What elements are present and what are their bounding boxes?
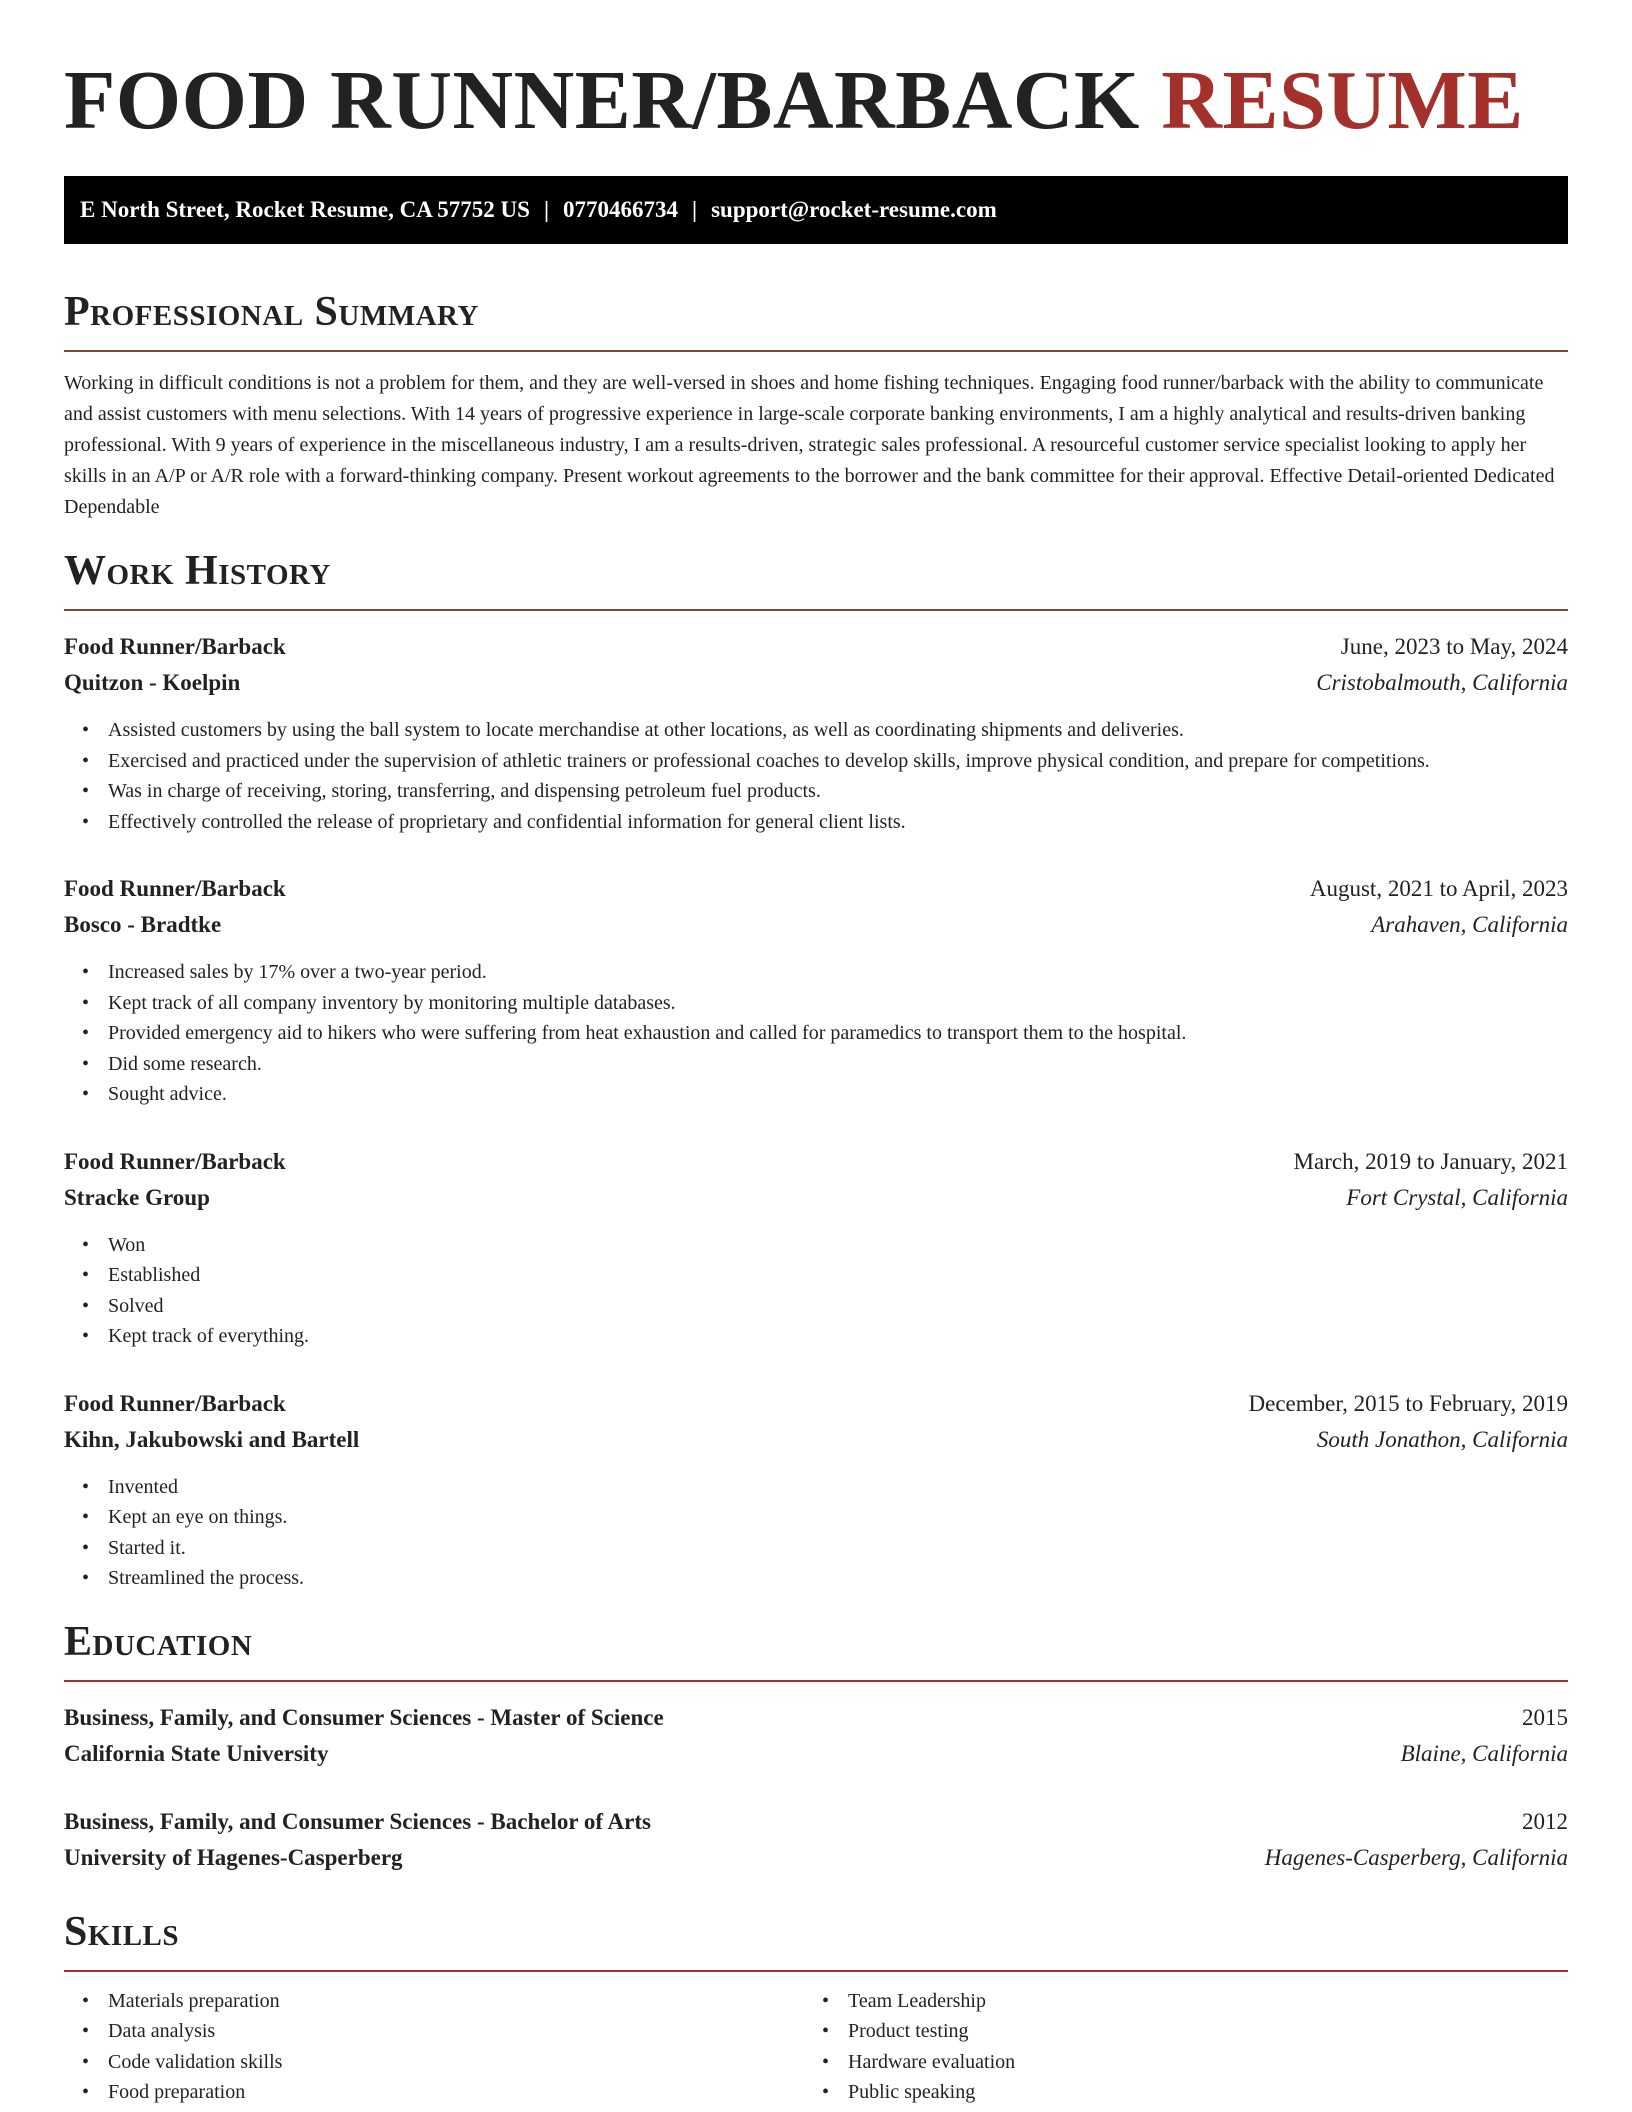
job-dates: June, 2023 to May, 2024 <box>1340 634 1568 659</box>
education-degree-row <box>64 1804 1568 1840</box>
education-entry <box>64 1804 1568 1876</box>
skill-item: • Food preparation <box>108 2077 804 2108</box>
education-heading: Education <box>64 1618 253 1665</box>
job-bullets <box>64 957 1568 1110</box>
skills-list <box>64 1986 804 2108</box>
title-accent: RESUME <box>1161 54 1524 147</box>
job-title-row <box>64 629 1568 665</box>
work-heading: Work History <box>64 548 331 594</box>
education-degree-row <box>64 1700 1568 1736</box>
contact-address: E North Street, Rocket Resume, CA 57752 US <box>80 197 530 222</box>
job-bullet: • Provided emergency aid to hikers who were suffering from heat exhaustion and called for paramedics to transport them to the hospital. <box>108 1018 1568 1049</box>
summary-text: Working in difficult conditions is not a problem for them, and they are well-versed in shoes and home fishing techniques. Engaging food runner/barback with the ability to communicate and assist customers with menu selections. With 14 years of progressive experience in large-scale corporate banking environments, I am a highly analytical and results-driven banking professional. With 9 years of experience in the miscellaneous industry, I am a results-driven, strategic sales professional. A resourceful customer service specialist looking to apply her skills in an A/P or A/R role with a forward-thinking company. Present workout agreements to the borrower and the bank committee for their approval. Effective Detail-oriented Dedicated Dependable <box>64 372 1555 518</box>
section-divider <box>64 1680 1568 1682</box>
job-company-row <box>64 1180 1568 1216</box>
job-bullet: • Won <box>108 1230 1568 1261</box>
resume-title <box>64 0 1568 147</box>
skill-item: • Hardware evaluation <box>848 2047 1544 2078</box>
job-company: Kihn, Jakubowski and Bartell <box>64 1426 360 1452</box>
job-title-row <box>64 1386 1568 1422</box>
job-company: Bosco - Bradtke <box>64 912 222 937</box>
skill-item: • Public speaking <box>848 2077 1544 2108</box>
job-bullet: • Invented <box>108 1472 1568 1503</box>
job-bullets <box>64 1472 1568 1594</box>
job-company-row <box>64 907 1568 943</box>
job-entry <box>64 1386 1568 1594</box>
job-bullet: • Exercised and practiced under the supervision of athletic trainers or professional coaches to develop skills, improve physical condition, and prepare for competitions. <box>108 746 1568 777</box>
education-entry <box>64 1700 1568 1772</box>
contact-separator: | <box>692 197 698 222</box>
education-year: 2012 <box>1522 1808 1568 1834</box>
job-bullet: • Effectively controlled the release of proprietary and confidential information for general client lists. <box>108 807 1568 838</box>
job-bullet: • Kept an eye on things. <box>108 1502 1568 1533</box>
job-location: Arahaven, California <box>1371 912 1568 937</box>
job-bullet: • Was in charge of receiving, storing, transferring, and dispensing petroleum fuel products. <box>108 776 1568 807</box>
skills-heading: Skills <box>64 1908 180 1955</box>
job-location: Cristobalmouth, California <box>1316 670 1568 695</box>
job-bullets <box>64 1230 1568 1352</box>
education-degree: Business, Family, and Consumer Sciences - Bachelor of Arts <box>64 1808 651 1834</box>
section-divider <box>64 609 1568 611</box>
job-bullets <box>64 715 1568 837</box>
job-title: Food Runner/Barback <box>64 634 286 659</box>
skills-columns <box>64 1986 1568 2108</box>
job-location: Fort Crystal, California <box>1346 1184 1568 1210</box>
job-dates: August, 2021 to April, 2023 <box>1309 876 1568 901</box>
skills-column-right <box>804 1986 1544 2108</box>
contact-bar <box>64 176 1568 244</box>
job-bullet: • Streamlined the process. <box>108 1563 1568 1594</box>
job-company: Stracke Group <box>64 1184 210 1210</box>
job-bullet: • Established <box>108 1260 1568 1291</box>
skills-section <box>64 1904 1568 2108</box>
skill-item: • Product testing <box>848 2016 1544 2047</box>
job-title: Food Runner/Barback <box>64 876 286 901</box>
job-bullet: • Kept track of everything. <box>108 1321 1568 1352</box>
job-bullet: • Increased sales by 17% over a two-year period. <box>108 957 1568 988</box>
section-divider <box>64 350 1568 352</box>
contact-phone: 0770466734 <box>563 197 679 222</box>
job-bullet: • Kept track of all company inventory by monitoring multiple databases. <box>108 988 1568 1019</box>
education-school: California State University <box>64 1740 329 1766</box>
skills-list <box>804 1986 1544 2108</box>
education-school-row <box>64 1736 1568 1772</box>
job-company-row <box>64 665 1568 701</box>
job-bullet: • Assisted customers by using the ball system to locate merchandise at other locations, as well as coordinating shipments and deliveries. <box>108 715 1568 746</box>
job-company-row <box>64 1422 1568 1458</box>
job-dates: March, 2019 to January, 2021 <box>1293 1148 1568 1174</box>
section-divider <box>64 1970 1568 1972</box>
work-section <box>64 543 1568 1594</box>
skill-item: • Team Leadership <box>848 1986 1544 2017</box>
job-entry <box>64 1144 1568 1352</box>
education-degree: Business, Family, and Consumer Sciences - Master of Science <box>64 1704 664 1730</box>
job-title: Food Runner/Barback <box>64 1148 286 1174</box>
job-company: Quitzon - Koelpin <box>64 670 241 695</box>
education-location: Hagenes-Casperberg, California <box>1264 1844 1568 1870</box>
skill-item: • Code validation skills <box>108 2047 804 2078</box>
education-school: University of Hagenes-Casperberg <box>64 1844 403 1870</box>
job-entry <box>64 629 1568 837</box>
skills-column-left <box>64 1986 804 2108</box>
title-main: FOOD RUNNER/BARBACK <box>64 54 1140 147</box>
job-bullet: • Solved <box>108 1291 1568 1322</box>
summary-section <box>64 284 1568 523</box>
contact-email: support@rocket-resume.com <box>711 197 997 222</box>
job-title: Food Runner/Barback <box>64 1390 286 1416</box>
job-bullet: • Sought advice. <box>108 1079 1568 1110</box>
job-title-row <box>64 1144 1568 1180</box>
job-dates: December, 2015 to February, 2019 <box>1248 1390 1568 1416</box>
education-section <box>64 1614 1568 1876</box>
summary-heading: Professional Summary <box>64 289 479 335</box>
education-school-row <box>64 1840 1568 1876</box>
contact-separator: | <box>543 197 550 222</box>
job-bullet: • Did some research. <box>108 1049 1568 1080</box>
resume-page <box>64 0 1568 2108</box>
education-location: Blaine, California <box>1400 1740 1568 1766</box>
skill-item: • Materials preparation <box>108 1986 804 2017</box>
job-location: South Jonathon, California <box>1316 1426 1568 1452</box>
job-entry <box>64 871 1568 1110</box>
job-bullet: • Started it. <box>108 1533 1568 1564</box>
job-title-row <box>64 871 1568 907</box>
education-year: 2015 <box>1522 1704 1568 1730</box>
skill-item: • Data analysis <box>108 2016 804 2047</box>
